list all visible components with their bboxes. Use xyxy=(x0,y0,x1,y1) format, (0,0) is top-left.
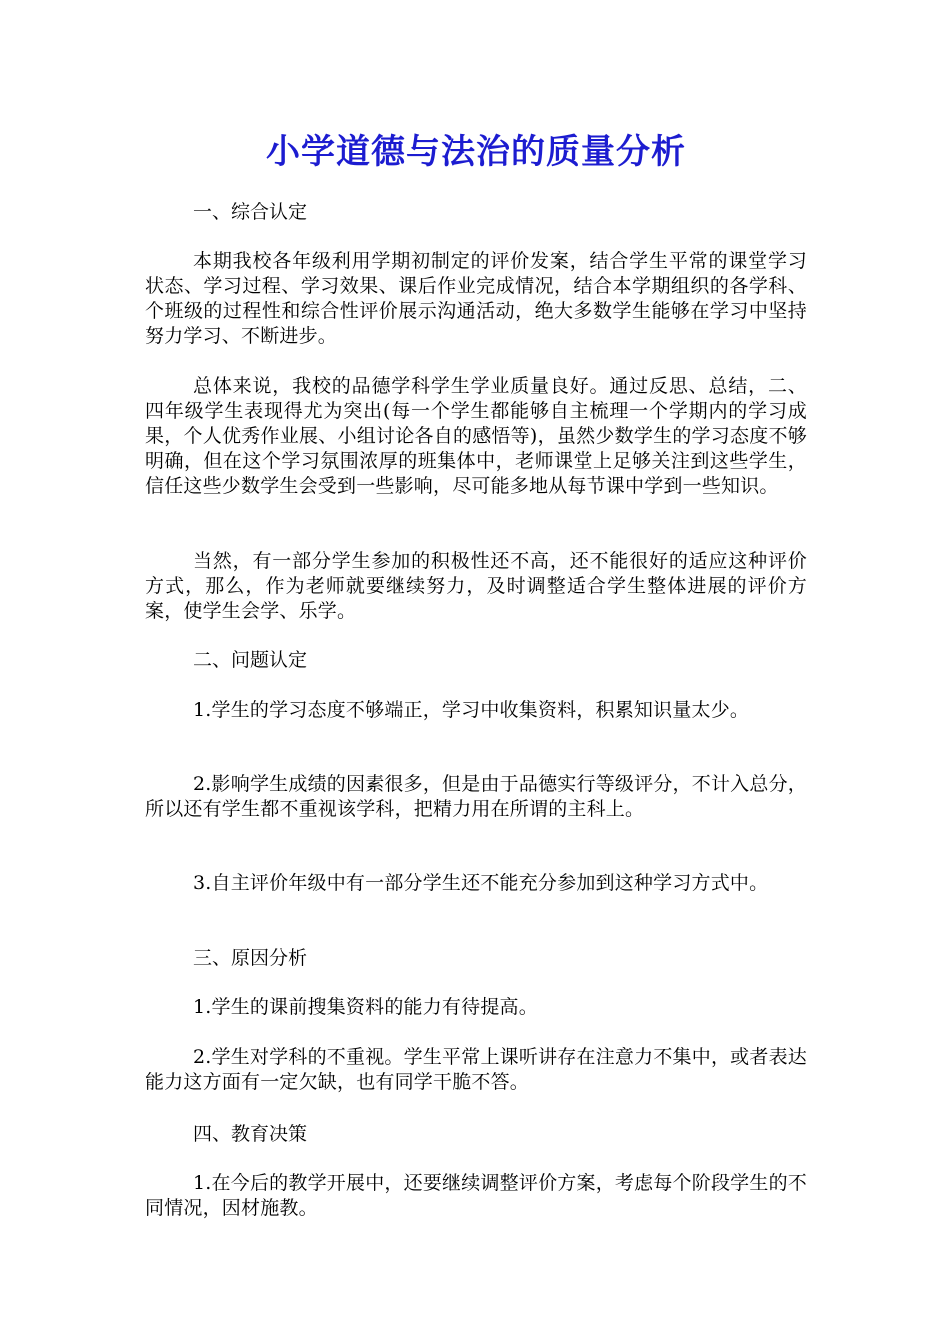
paragraph-1-1: 本期我校各年级利用学期初制定的评价发案，结合学生平常的课堂学习状态、学习过程、学习效果、课后作业完成情况，结合本学期组织的各学科、个班级的过程性和综合性评价展示沟通活动，绝大多数学生能够在学习中坚持努力学习、不断进步。 xyxy=(145,250,807,347)
paragraph-1-3: 当然，有一部分学生参加的积极性还不高，还不能很好的适应这种评价方式，那么，作为老师就要继续努力，及时调整适合学生整体进展的评价方案，使学生会学、乐学。 xyxy=(145,550,807,622)
section-heading-4: 四、教育决策 xyxy=(193,1123,308,1145)
paragraph-2-3: 3.自主评价年级中有一部分学生还不能充分参加到这种学习方式中。 xyxy=(193,872,769,894)
paragraph-3-1: 1.学生的课前搜集资料的能力有待提高。 xyxy=(193,996,538,1018)
document-title: 小学道德与法治的质量分析 xyxy=(266,132,686,172)
paragraph-2-1: 1.学生的学习态度不够端正，学习中收集资料，积累知识量太少。 xyxy=(193,699,750,721)
section-heading-1: 一、综合认定 xyxy=(193,201,308,223)
paragraph-4-1: 1.在今后的教学开展中，还要继续调整评价方案，考虑每个阶段学生的不同情况，因材施教。 xyxy=(145,1172,807,1219)
section-heading-2: 二、问题认定 xyxy=(193,649,308,671)
paragraph-1-2: 总体来说，我校的品德学科学生学业质量良好。通过反思、总结，二、四年级学生表现得尤为突出(每一个学生都能够自主梳理一个学期内的学习成果，个人优秀作业展、小组讨论各自的感悟等)，虽然少数学生的学习态度不够明确，但在这个学习氛围浓厚的班集体中，老师课堂上足够关注到这些学生，信任这些少数学生会受到一些影响，尽可能多地从每节课中学到一些知识。 xyxy=(145,375,807,497)
paragraph-2-2: 2.影响学生成绩的因素很多，但是由于品德实行等级评分，不计入总分，所以还有学生都不重视该学科，把精力用在所谓的主科上。 xyxy=(145,773,807,820)
paragraph-3-2: 2.学生对学科的不重视。学生平常上课听讲存在注意力不集中，或者表达能力这方面有一定欠缺，也有同学干脆不答。 xyxy=(145,1046,807,1093)
section-heading-3: 三、原因分析 xyxy=(193,947,308,969)
